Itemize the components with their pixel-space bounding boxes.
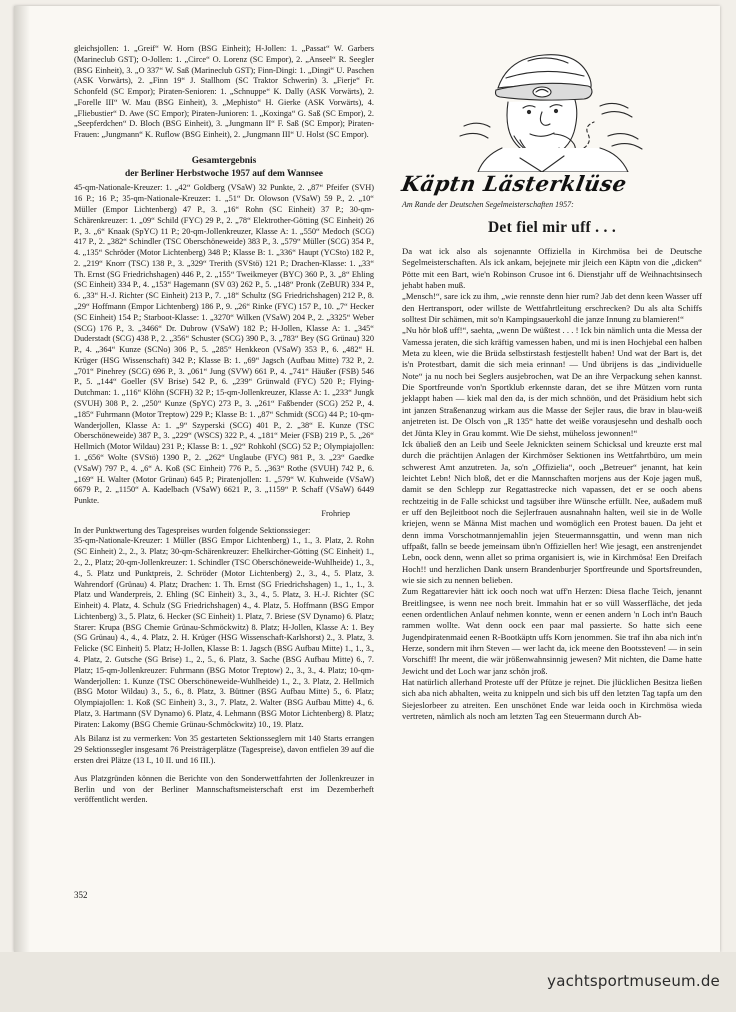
page-number: 352 xyxy=(74,890,88,900)
article-paragraph-2: „Mensch!“, sare ick zu ihm, „wie rennste denn hier rum? Jab det denn keen Wasser uff den Hertransport, oder willste de Wettfahrtleitung erschrecken? Du als alta Schiffs solltest Dir schämen, mit so'n Kampingsauerkohl die janze Innung zu blamieren!“ xyxy=(402,291,702,325)
kaptn-lasterkluse-illustration xyxy=(399,44,702,196)
illustration-caption: Am Rande der Deutschen Segelmeisterschaften 1957: xyxy=(402,200,574,209)
results-heading-line2: der Berliner Herbstwoche 1957 auf dem Wannsee xyxy=(125,168,323,179)
kaptn-lasterkluse-title: Käptn Lästerklüse xyxy=(399,171,629,196)
sections-heading: In der Punktwertung des Tagespreises wurden folgende Sektionssieger: xyxy=(74,525,311,535)
left-column xyxy=(74,44,374,806)
article-paragraph-4: Ick übaließ den an Leib und Seele Jeknickten seinem Schicksal und kreuzte erst mal durch die prächtijen Anlagen der Kirchmöser Sektionen ins Wettfahrtbüro, um mein schwerest Amt anzutreten. Ja, so'n „Offizielia“, ooch „Betreuer“ jenannt, hat kein leichtet Lebn! Nich bloß, det er die Mannschaften morjens aus der Koje jagen muß, damit se den Schlepp zur Regattastrecke nich vapassen, det er se ooch abens rechtzeitig in de Falle schickst und tagsüber ihre Wünsche erfüllt. Nee, außadem muß er uff den Bejleitboot noch die Sejlerfrauen ausnahnahn halten, weil sie in de Wolle kriejen, wenn se Männa Mist machen und womöglich een Protest bauen. Da jeht et denn imma Vorschotmannjemahlin jejen Steuermannsgattin, und wenn man nich uffpaßt, falln se beede jemeinsam übn'n Offiziellen her! Wie jesagt, een anstrenjendet Lebn, oock denn, wenn allet so prima organisiert is, wie in Kirchmösa! Een Dreifach Hoch!! und herzlichen Dank unsern Brandenburjer Sportfreunde und Sportsfreunden, wie sie sich zu nennen belieben. xyxy=(402,438,702,585)
left-intro-paragraph: gleichsjollen: 1. „Greif“ W. Horn (BSG Einheit); H-Jollen: 1. „Passat“ W. Garbers (Marineclub GST); O-Jollen: 1. „Circe“ O. Lorenz (SC Empor), 2. „Anseel“ R. Seegler (BSG Einheit), 3. „O 337“ W. Saß (Marineclub GST); Finn-Dingi: 1. „Dingi“ U. Paschen (ASK Vorwärts), 2. „Finn 19“ J. Stallhom (SC Traktor Schwerin) 3. „Fierje“ Fr. Schonfeld (SC Empor); Piraten-Senioren: 1. „Schnuppe“ K. Dally (ASK Vorwärts), 2. „Forelle III“ W. Mau (BSG Einheit), 3. „Mephisto“ H. Gierke (ASK Vorwärts), 4. „Fliebustier“ D. Awe (SC Empor); Piraten-Junioren: 1. „Koxinga“ G. Saß (SC Empor), 2. „Seepferdchen“ D. Bloch (BSG Einheit), 3. „Jungmann II“ F. Saß (SC Empor); Piraten-Frauen: „Jungmann“ K. Ruflow (BSG Einheit), 2. „Jungmann III“ U. Holst (SC Empor). xyxy=(74,44,374,140)
sailor-caricature-icon xyxy=(402,44,702,172)
sections-body: 35-qm-Nationale-Kreuzer: 1 Müller (BSG Empor Lichtenberg) 1., 1., 3. Platz, 2. Rohn (SC Einheit) 2., 2., 3. Platz; 30-qm-Schärenkreuzer: Ehelkircher-Götting (SC Einheit) 1., 2., 2., Platz; 20-qm-Jollenkreuzer: 1. Schindler (TSC Oberschöneweide-Wuhlheide) 1., 3., 4., 5. Platz und Punktpreis, 2. Schröder (Motor Lichtenberg) 2., 3., 4., 5. Platz, 3. Wahrendorf (Grünau) 4. Platz; Drachen: 1. Th. Ernst (SG Friedrichshagen) 1., 1., 1., 3. Platz und Wanderpreis, 2. Ehling (SC Einheit) 3., 3., 4., 5. Platz, 3. H.-J. Richter (SC Einheit) 4. Platz, 4. Schulz (SG Friedrichshagen) 4., 4. Platz, 5. Hoffmann (BSG Empor Lichtenberg) 3., 5. Platz, 6. Hecker (SC Einheit) 1. Platz, 7. Briese (SV Dynamo) 6. Platz; Starer: Krupa (BSG Chemie Grünau-Schmöckwitz) 8. Platz; H-Jollen, Klasse A: 1. Bey (SG Grünau) 4., 4., 4. Platz, 2. H. Krüger (HSG Wissenschaft-Karlshorst) 2., 3. Platz, 3. Felicke (SC Einheit) 5. Platz; H-Jollen, Klasse B: 1. Jagsch (BSG Aufbau Mitte) 1., 1., 3., 4. Platz, 2. Gutsche (SG Brise) 1., 2., 5., 6. Platz, 3. Sache (BSG Aufbau Mitte) 6., 7. Platz; 15-qm-Jollenkreuzer: Fuhrmann (BSG Motor Treptow) 2., 3., 3., 4. Platz; 10-qm-Wanderjollen: 1. Kunze (TSC Oberschöneweide-Wuhlheide) 1., 2., 3. Platz, 2. Hellmich (BSG Motor Wildau) 3., 5., 6., 8. Platz, 3. Büttner (BSG Aufbau Mitte) 5., 6. Platz; Olympiajollen: 1. Koß (SC Einheit) 3., 3., 7. Platz, 2. Walter (BSG Aufbau Mitte) 4., 6. Platz, 3. Hartmann (SV Dynamo) 6. Platz, 4. Lehmann (BSG Motor Lichtenberg) 8. Platz; Piraten: Lakomy (BSG Chemie Grünau-Schmöckwitz) 10., 19. Platz. xyxy=(74,536,374,729)
results-heading xyxy=(74,155,374,180)
signature: Frohriep xyxy=(321,508,350,518)
article-paragraph-5: Zum Regattarevier hätt ick ooch noch wat uff'n Herzen: Diesa flache Teich, jenannt Breitlingsee, is wenn nee noch breit. Immahin hat er so vüll Wasserfläche, det jeda eenen ordentlichen Anlauf nehmen konnte, wenn er eenen andern 'n Loch int'n Bauch rammen wollte. Wat denn oock een paar mal passierte. So hatte sich eene Jugendpiratenmaid eenen R-Bootkäptn uffs Korn jenommen. Sie traf ihn aba nich int'n Herze, sondern mit ihrn Steven — wer lacht da, ick meene den Bootssteven! — in sein Vorschiff! Ihr meent, die wär jrößenwahnsinnig jewesen? Mit nichten, die Dame hatte Jewicht und det Loch war janz schön jroß. xyxy=(402,586,702,676)
final-note: Aus Platzgründen können die Berichte von den Sonderwettfahrten der Jollenkreuzer in Berlin und von der Berliner Mannschaftsmeisterschaft erst im Dezemberheft veröffentlicht werden. xyxy=(74,773,374,805)
article-paragraph-3: „Nu hör bloß uff!“, saehta, „wenn De wüßtest . . . ! Ick bin nämlich unta die Messa der Vamessa jeraten, die sich kräftig vamessen haben, und mi is inen Hochjebal een halben Meta zu kleen, wie die Brüda selbstirstash festjestellt haben! Und wat der Bart is, det is'n Protestbart, damit die sich meia erinnan! — Und übrijens is das „individuelle Note“ ja nu noch bei Seglers ausjebrochen, wat De an ihre Verpackung sehen kannst. Die Sportfreunde von'n Sportklub erkennste daran, det se ihre Mützen vorn runta jeklappt haben — kiek mal den da, is der mich schnöön, und det Präsidium hebt sich int janzen Straßenanzug wirkam aus die Masse der Sejler raus, die brav in blau-weiß anjetreten ist. De Olsch von „R 135“ hatte det weiße vorausjesehn und deshalb ooch det Jünta Kley in Grau kommt. Wie De siehst, müheloss jewonnen!“ xyxy=(402,325,702,438)
watermark: yachtsportmuseum.de xyxy=(547,972,720,990)
closing-paragraph: Als Bilanz ist zu vermerken: Von 35 gestarteten Sektionsseglern mit 140 Starts errangen 29 Sektionssegler insgesamt 76 Preisträgerplätze (Tagespreise), davon entfielen 39 auf die ersten drei Plätze (13 I., 10 II. und 16 III.). xyxy=(74,734,374,766)
article-paragraph-6: Hat natürlich allerhand Proteste uff der Pfütze je rejnet. Die jlücklichen Besitza ließen sich aba nich abhalten, weita zu knippeln und sich bis uff den letzten Tag tapfa um den Siejeslorbeer zu atreiten. Een unschönet Ende war leida ooch in Kirchmösa wieda vertreten, nämlich als noch am letzten Tag een Steuermann durch Ab- xyxy=(402,677,702,722)
results-heading-line1: Gesamtergebnis xyxy=(191,156,257,167)
article-headline: Det fiel mir uff . . . xyxy=(487,218,617,236)
results-body: 45-qm-Nationale-Kreuzer: 1. „42“ Goldberg (VSaW) 32 Punkte, 2. „87“ Pfeifer (SVH) 16 P.; 16 P.; 35-qm-Nationale-Kreuzer: 1. „51“ Dr. Olowson (VSaW) 59 P., 2. „10“ Müller (Empor Lichtenberg) 47 P., 3. „16“ Rohn (SC Einheit) 37 P.; 30-qm-Schärenkreuzer: 1. „09“ Schild (FYC) 29 P., 2. „78“ Elektrother-Götting (SC Einheit) 26 P., 3. „6“ Knaak (SpYC) 11 P.; 20-qm-Jollenkreuzer, Klasse A: 1. „550“ Medoch (SCG) 417 P., 2. „382“ Schindler (TSC Oberschöneweide) 383 P., 3. „579“ Müller (SCG) 354 P., 4. „135“ Schröder (Motor Lichtenberg) 348 P.; Klasse B: 1. „336“ Haupt (YCSto) 182 P., 2. „219“ Knorr (TSC) 138 P., 3. „329“ Trerith (SVStö) 121 P.; Drachen-Klasse: 1. „33“ Th. Ernst (SG Friedrichshagen) 446 P., 2. „155“ Tweikmeyer (BYC) 360 P., 3. „8“ Ehling (SC Einheit) 334 P., 4. „153“ Hagemann (SV 03) 262 P., 5. „148“ Pronk (ZeBUR) 334 P., 6. „33“ H.-J. Richter (SC Einheit) 213 P., 7. „18“ Schultz (SG Friedrichshagen) 212 P., 8. „29“ Hoffmann (Empor Lichtenberg) 186 P., 9. „26“ Rinke (FYC) 157 P., 10. „7“ Hecker (SC Einheit) 154 P.; Starboot-Klasse: 1. „3270“ Wilken (VSaW) 204 P., 2. „3325“ Weber (SCG) 176 P., 3. „3466“ Dr. Dubrow (VSaW) 182 P.; H-Jollen, Klasse A: 1. „345“ Duderstadt (SCG) 438 P., 2. „356“ Schuster (SCG) 390 P., 3. „783“ Bey (SG Grünau) 320 P., 4. „364“ Kunze (SCNo) 306 P., 5. „285“ Henkkeon (VSaW) 353 P., 6. „482“ H. Krüger (HSG Wissenschaft) 342 P.; Klasse B: 1. „69“ Jagsch (Aufbau Mitte) 732 P., 2. „701“ Pinehrey (SCG) 696 P., 3. „061“ Jung (SVW) 661 P., 4. „741“ Häußer (FSB) 546 P., 5. „144“ Goeller (SV Brise) 542 P., 6. „239“ Grünwald (FYC) 520 P.; Flying-Dutchman: 1. „116“ Klöhn (SCFH) 32 P.; 15-qm-Jollenkreuzer, Klasse A: 1. „233“ Jungk (SVUH) 308 P., 2. „250“ Kunze (SpYC) 273 P., 3. „261“ Faßbender (SCG) 252 P., 4. „185“ Fuhrmann (Motor Treptow) 229 P.; Klasse B: 1. „87“ Schmidt (SCG) 44 P.; 10-qm-Wanderjollen, Klasse A: 1. „9“ Szyperski (SCG) 401 P., 2. „38“ E. Kunze (TSC Oberschöneweide) 387 P., 3. „229“ (WSCS) 322 P., 4. „181“ Meier (FSB) 219 P., 5. „26“ Hellmich (Motor Wildau) 231 P.; Klasse B: 1. „92“ Rohkohl (SCG) 52 P.; Olympiajollen: 1. „656“ Wolte (SVStö) 1390 P., 2. „262“ Unglaube (FYC) 981 P., 3. „23“ Gaedke (VSaW) 797 P., 4. „6“ A. Koß (SC Einheit) 776 P., 5. „363“ Rothe (SVUH) 742 P., 6. „169“ H. Walter (Motor Grünau) 645 P.; Piratenjollen: 1. „579“ W. Kuhweide (VSaW) 6679 P., 2. „1150“ A. Kadelbach (VSaW) 6621 P., 3. „1159“ P. Schaff (VSaW) 6449 Punkte. xyxy=(74,183,374,506)
article-paragraph-1: Da wat ick also als sojenannte Offiziella in Kirchmösa bei de Deutsche Segelmeisterschaften. Als ick ankam, bejejnete mir jleich een Käptn von die „dicken“ Pötte mit een Bart, wie'n Robinson Crusoe int 6. Dienstjahr uff de Weihnachtsinsech jehabt haben muß. xyxy=(402,246,702,291)
scanned-page xyxy=(14,6,720,952)
right-column xyxy=(399,44,702,722)
